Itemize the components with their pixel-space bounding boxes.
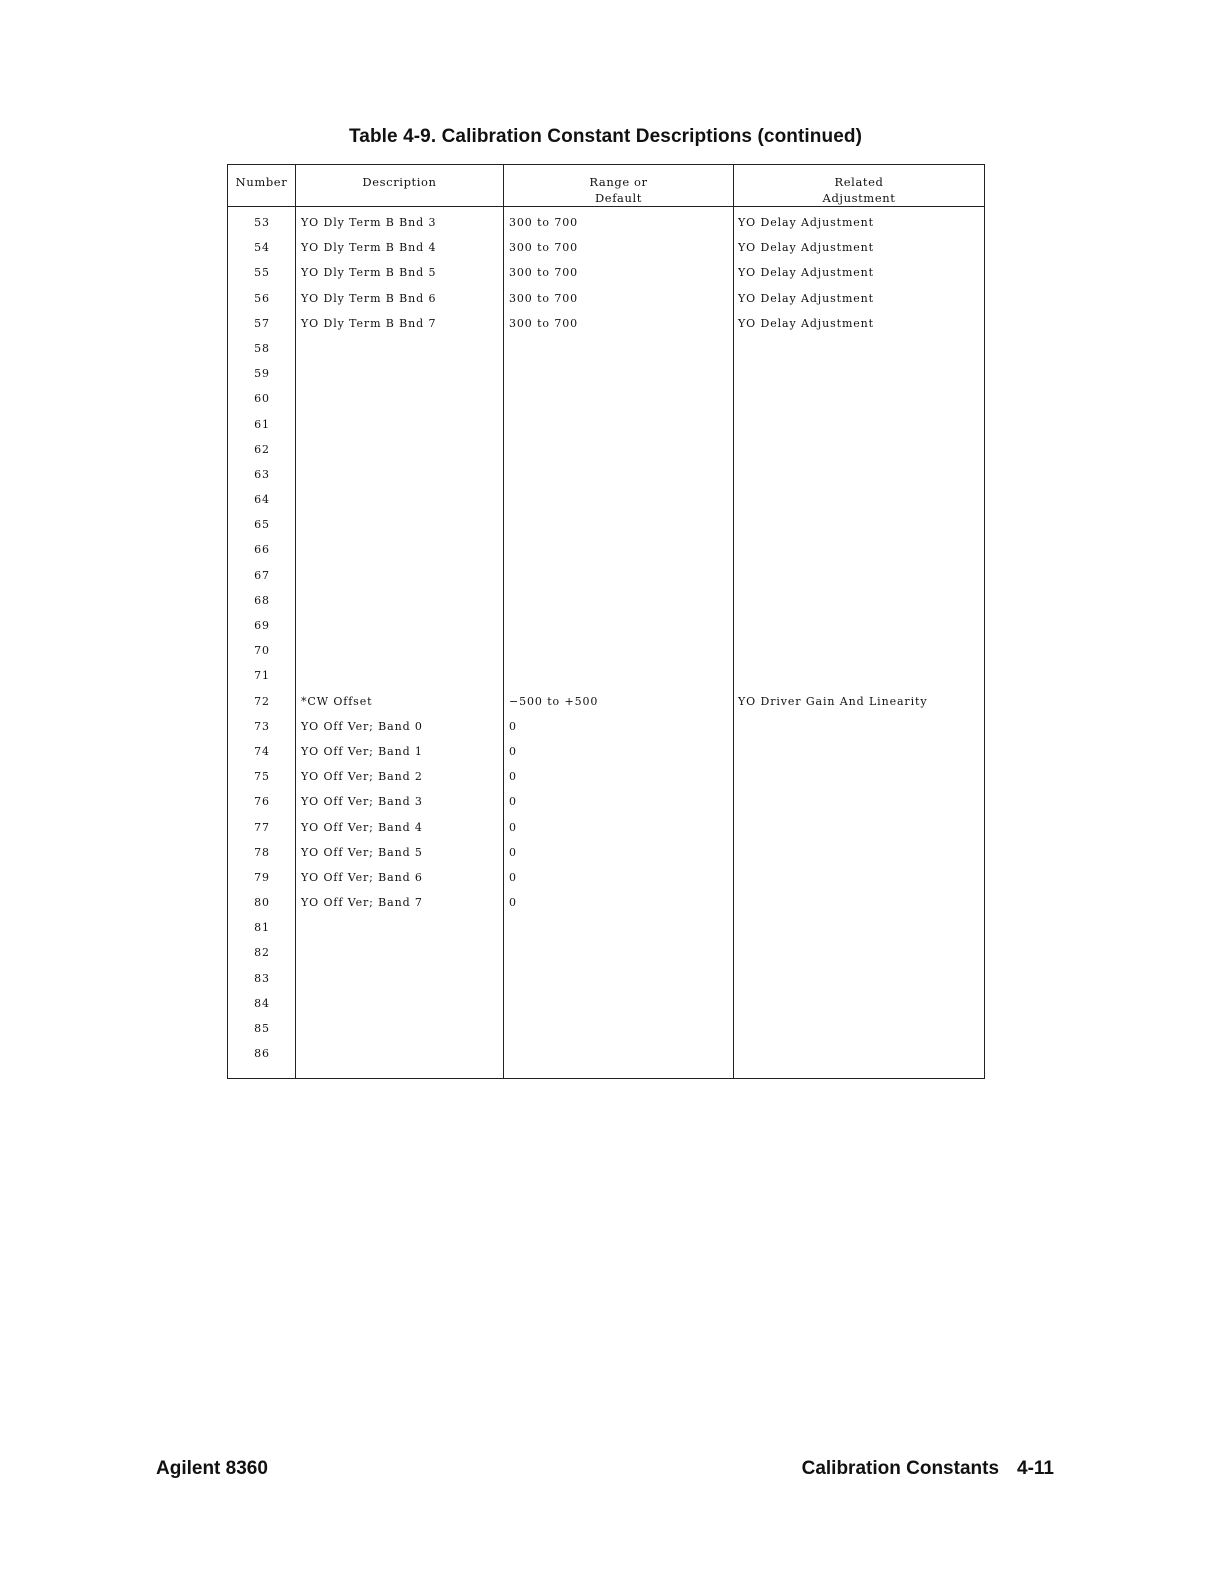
cell-range: 0 (509, 896, 517, 910)
table-row (228, 488, 984, 513)
table-body (228, 211, 984, 1067)
table-row (228, 866, 984, 891)
cell-number: 83 (254, 971, 270, 985)
cell-range: −500 to +500 (509, 694, 599, 708)
cell-description: YO Off Ver; Band 3 (301, 795, 423, 809)
page-title: Table 4-9. Calibration Constant Descriptions (continued) (348, 126, 862, 147)
cell-number: 85 (254, 1022, 270, 1035)
cell-range: 0 (509, 845, 517, 859)
cell-number: 75 (254, 770, 270, 784)
cell-description: YO Dly Term B Bnd 4 (301, 241, 437, 255)
header-description-label: Description (362, 175, 437, 189)
table-row (228, 614, 984, 639)
cell-number: 56 (254, 291, 270, 305)
table-row (228, 589, 984, 614)
header-description (296, 174, 503, 190)
cell-adjustment: YO Delay Adjustment (738, 316, 874, 330)
table-row (228, 841, 984, 866)
table-row (228, 211, 984, 236)
cell-number: 84 (254, 996, 270, 1010)
table-row (228, 715, 984, 740)
cell-description: YO Off Ver; Band 0 (301, 719, 423, 733)
cell-number: 79 (254, 870, 270, 884)
table-row (228, 438, 984, 463)
table-row (228, 463, 984, 488)
cell-range: 0 (509, 795, 517, 809)
cell-number: 73 (254, 719, 270, 733)
cell-description: *CW Offset (301, 694, 373, 708)
cell-number: 53 (254, 216, 270, 229)
cell-number: 80 (254, 896, 270, 910)
cell-description: YO Dly Term B Bnd 3 (301, 216, 437, 229)
cell-number: 81 (254, 921, 270, 935)
cell-number: 66 (254, 543, 270, 557)
cell-number: 62 (254, 442, 270, 456)
table-row (228, 236, 984, 261)
footer-product: Agilent 8360 (156, 1458, 268, 1479)
cell-range: 300 to 700 (509, 316, 579, 330)
cell-number: 60 (254, 392, 270, 406)
cell-number: 57 (254, 316, 270, 330)
table-row (228, 287, 984, 312)
cell-range: 0 (509, 770, 517, 784)
table-row (228, 690, 984, 715)
cell-number: 61 (254, 417, 270, 431)
header-rule (228, 206, 984, 207)
cell-description: YO Off Ver; Band 4 (301, 820, 423, 834)
table-row (228, 740, 984, 765)
calibration-table (227, 164, 985, 1079)
header-range-line1: Range or (589, 175, 648, 189)
cell-description: YO Dly Term B Bnd 5 (301, 266, 437, 280)
table-row (228, 1042, 984, 1067)
cell-adjustment: YO Delay Adjustment (738, 241, 874, 255)
header-related (734, 174, 984, 206)
header-range (504, 174, 733, 206)
cell-number: 58 (254, 341, 270, 355)
cell-description: YO Off Ver; Band 5 (301, 845, 423, 859)
footer-page-number: 4-11 (1017, 1458, 1054, 1479)
cell-number: 77 (254, 820, 270, 834)
table-row (228, 891, 984, 916)
cell-range: 300 to 700 (509, 241, 579, 255)
table-row (228, 513, 984, 538)
cell-range: 0 (509, 719, 517, 733)
cell-number: 64 (254, 493, 270, 507)
cell-number: 67 (254, 568, 270, 582)
cell-range: 0 (509, 870, 517, 884)
cell-range: 300 to 700 (509, 266, 579, 280)
cell-number: 82 (254, 946, 270, 960)
cell-number: 78 (254, 845, 270, 859)
cell-number: 74 (254, 744, 270, 758)
table-row (228, 992, 984, 1017)
table-row (228, 312, 984, 337)
cell-description: YO Dly Term B Bnd 6 (301, 291, 437, 305)
footer-section-title: Calibration Constants (801, 1458, 1000, 1479)
table-row (228, 765, 984, 790)
header-related-line1: Related (834, 175, 884, 189)
cell-adjustment: YO Delay Adjustment (738, 266, 874, 280)
cell-adjustment: YO Delay Adjustment (738, 291, 874, 305)
table-row (228, 916, 984, 941)
cell-range: 300 to 700 (509, 291, 579, 305)
cell-number: 71 (254, 669, 270, 683)
table-row (228, 413, 984, 438)
cell-number: 55 (254, 266, 270, 280)
header-number-label: Number (235, 175, 288, 189)
cell-number: 70 (254, 644, 270, 658)
cell-range: 0 (509, 820, 517, 834)
cell-range: 300 to 700 (509, 216, 579, 229)
cell-number: 63 (254, 467, 270, 481)
cell-number: 59 (254, 367, 270, 381)
cell-description: YO Off Ver; Band 2 (301, 770, 423, 784)
header-range-line2: Default (594, 191, 643, 205)
table-row (228, 664, 984, 689)
table-row (228, 941, 984, 966)
header-number (228, 174, 295, 190)
cell-number: 69 (254, 619, 270, 632)
cell-number: 68 (254, 593, 270, 607)
cell-adjustment: YO Delay Adjustment (738, 216, 874, 229)
cell-number: 72 (254, 694, 270, 708)
cell-number: 76 (254, 795, 270, 809)
cell-range: 0 (509, 744, 517, 758)
table-row (228, 790, 984, 815)
cell-description: YO Dly Term B Bnd 7 (301, 316, 437, 330)
cell-number: 86 (254, 1047, 270, 1061)
cell-number: 65 (254, 518, 270, 532)
table-row (228, 639, 984, 664)
table-row (228, 967, 984, 992)
table-row (228, 337, 984, 362)
table-row (228, 1017, 984, 1042)
header-related-line2: Adjustment (822, 191, 896, 205)
cell-description: YO Off Ver; Band 6 (301, 870, 423, 884)
table-row (228, 387, 984, 412)
table-row (228, 816, 984, 841)
cell-description: YO Off Ver; Band 1 (301, 744, 423, 758)
table-row (228, 362, 984, 387)
cell-description: YO Off Ver; Band 7 (301, 896, 423, 910)
cell-number: 54 (254, 241, 270, 255)
table-row (228, 261, 984, 286)
table-row (228, 564, 984, 589)
table-row (228, 538, 984, 563)
footer-section (802, 1458, 1054, 1480)
cell-adjustment: YO Driver Gain And Linearity (738, 694, 928, 708)
